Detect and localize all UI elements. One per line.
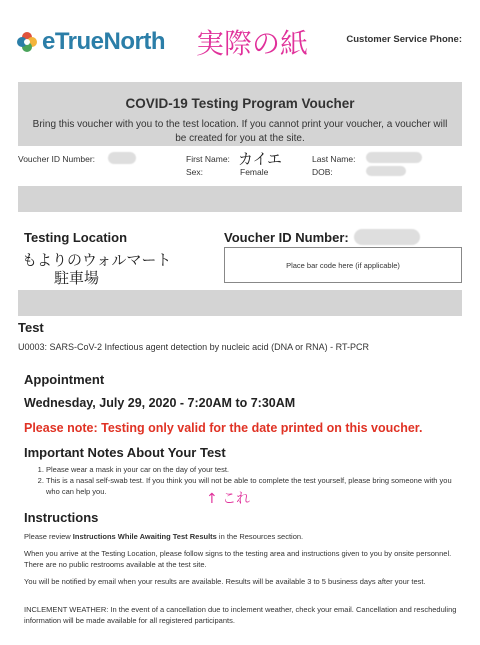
first-name-label: First Name:	[186, 154, 230, 164]
instructions-review-line	[24, 531, 460, 542]
gray-separator-bar	[18, 186, 462, 212]
voucher-id-heading: Voucher ID Number:	[224, 230, 349, 245]
voucher-banner	[18, 82, 462, 146]
appointment-datetime: Wednesday, July 29, 2020 - 7:20AM to 7:30AM	[24, 396, 296, 410]
redacted-voucher-id-large	[354, 229, 420, 245]
redacted-voucher-id	[108, 152, 136, 164]
sex-value: Female	[240, 167, 269, 177]
testing-location-heading: Testing Location	[24, 230, 128, 245]
last-name-label: Last Name:	[312, 154, 356, 164]
customer-service-phone-label: Customer Service Phone:	[346, 34, 462, 45]
voucher-id-label: Voucher ID Number:	[18, 154, 96, 164]
etruenorth-logo	[16, 28, 165, 56]
handwritten-location-line1: もよりのウォルマート	[22, 251, 172, 269]
important-notes-heading: Important Notes About Your Test	[24, 445, 226, 460]
handwritten-arrow-note: ↑ これ	[206, 491, 251, 507]
dob-label: DOB:	[312, 167, 333, 177]
note-item: 1. Please wear a mask in your car on the day of your test.	[46, 464, 456, 475]
test-description: U0003: SARS-CoV-2 Infectious agent detection by nucleic acid (DNA or RNA) - RT-PCR	[18, 342, 369, 352]
date-validity-warning: Please note: Testing only valid for the date printed on this voucher.	[24, 421, 423, 435]
logo-wordmark: eTrueNorth	[42, 28, 166, 55]
pinwheel-logo-icon	[16, 31, 38, 53]
arrival-instructions: When you arrive at the Testing Location, please follow signs to the testing area and instructions given to you by onsite personnel. There are no public restrooms available at the test site.	[24, 549, 452, 569]
instructions-heading: Instructions	[24, 510, 99, 525]
redacted-dob	[366, 166, 406, 176]
awaiting-results-instructions-link: Instructions While Awaiting Test Results	[72, 532, 217, 541]
appointment-heading: Appointment	[24, 372, 105, 387]
voucher-title: COVID-19 Testing Program Voucher	[125, 96, 355, 111]
voucher-subtitle: Bring this voucher with you to the test location. If you cannot print your voucher, a voucher will be created for you at the site.	[32, 119, 448, 144]
results-notification-info: You will be notified by email when your results are available. Results will be available 3 to 5 business days after your test.	[24, 577, 426, 586]
barcode-placeholder-text: Place bar code here (if applicable)	[286, 260, 400, 270]
note-item: 2. This is a nasal self-swab test. If you think you will not be able to complete the test yourself, please bring someone with you who can help you.	[46, 475, 456, 497]
first-name-value: カイエ	[238, 150, 282, 168]
review-suffix: in the Resources section.	[216, 532, 304, 541]
test-heading: Test	[18, 320, 44, 335]
redacted-last-name	[366, 152, 422, 163]
review-prefix: Please review	[24, 532, 73, 541]
inclement-weather-info: INCLEMENT WEATHER: In the event of a cancellation due to inclement weather, check your email. Cancellation and rescheduling information will be made available for all registered participants.	[24, 605, 457, 625]
barcode-placeholder-box	[224, 247, 462, 283]
handwritten-actual-paper-note: 実際の紙	[196, 27, 309, 60]
gray-separator-bar-2	[18, 290, 462, 316]
handwritten-location-line2: 駐車場	[54, 269, 100, 287]
sex-label: Sex:	[186, 167, 204, 177]
